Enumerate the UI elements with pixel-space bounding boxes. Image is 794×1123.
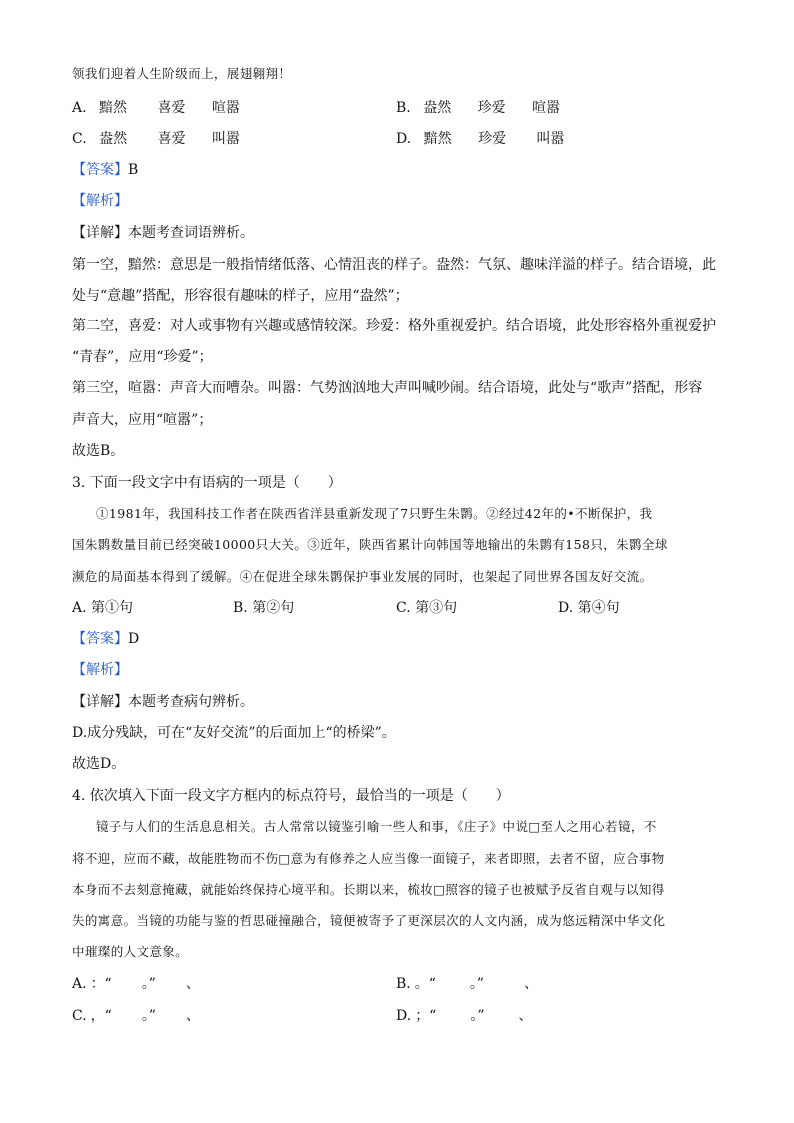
option-mark: 、	[524, 976, 539, 992]
option-a: A. 第①句	[72, 600, 134, 616]
explain-line: 第三空，喧嚣：声音大而嘈杂。叫嚣：气势汹汹地大声叫喊吵闹。结合语境，此处与“歌声”搭配，形容	[72, 380, 703, 396]
detail-tag: 【详解】	[72, 694, 128, 710]
option-letter: A.	[72, 976, 87, 992]
passage-line: 失的寓意。当镜的功能与鉴的哲思碰撞融合，镜便被寄予了更深层次的人文内涵，成为悠远精深中华文化	[72, 913, 666, 928]
option-letter: B.	[396, 100, 411, 116]
question-stem: 3. 下面一段文字中有语病的一项是（ ）	[72, 475, 342, 491]
option-letter: C.	[72, 131, 87, 147]
passage-line: 本身而不去刻意掩藏，就能始终保持心境平和。长期以来，梳妆□照容的镜子也被赋予反省自观与以知得	[72, 882, 665, 897]
passage-line: 国朱鹮数量目前已经突破10000只大关。③近年，陕西省累计向韩国等地输出的朱鹮有158只，朱鹮全球	[72, 537, 668, 552]
conclusion: 故选D。	[72, 756, 126, 772]
detail-text: 本题考查词语辨析。	[128, 225, 254, 241]
answer-value: D	[128, 631, 140, 647]
option-mark: 。”	[469, 976, 485, 992]
detail-tag: 【详解】	[72, 225, 128, 241]
option-word: 珍爱	[478, 131, 507, 147]
option-c: C. 第③句	[396, 600, 458, 616]
analysis-tag: 【解析】	[72, 662, 128, 678]
option-d	[396, 129, 565, 149]
option-a	[72, 98, 240, 118]
option-word: 喜爱	[157, 131, 186, 147]
option-d	[396, 1006, 533, 1026]
option-mark: 。“	[414, 976, 436, 992]
explain-line: 声音大，应用“喧嚣”；	[72, 412, 213, 428]
option-word: 喧嚣	[211, 100, 240, 116]
option-mark: 、	[186, 1008, 201, 1024]
analysis-tag: 【解析】	[72, 193, 128, 209]
explain-line: D.成分残缺，可在“友好交流”的后面加上“的桥梁”。	[72, 725, 396, 741]
option-letter: D.	[396, 131, 412, 147]
option-word: 叫嚣	[536, 131, 565, 147]
option-mark: 。”	[141, 976, 156, 992]
explain-line: 处与“意趣”搭配，形容很有趣味的样子，应用“盎然”；	[72, 288, 409, 304]
option-d: D. 第④句	[558, 600, 620, 616]
conclusion: 故选B。	[72, 443, 125, 459]
answer-line	[72, 629, 139, 649]
option-mark: ：“	[90, 976, 112, 992]
passage-line: 镜子与人们的生活息息相关。古人常常以镜鉴引喻一些人和事，《庄子》中说□至人之用心若镜，不	[96, 819, 657, 834]
answer-tag: 【答案】	[72, 631, 128, 647]
passage-line: 将不迎，应而不藏，故能胜物而不伤□意为有修养之人应当像一面镜子，来者即照，去者不留，应合事物	[72, 851, 665, 866]
option-word: 喜爱	[157, 100, 186, 116]
option-mark: 。”	[141, 1008, 157, 1024]
explain-line: 第二空，喜爱：对人或事物有兴趣或感情较深。珍爱：格外重视爱护。结合语境，此处形容格外重视爱护	[72, 318, 716, 334]
explain-line: “青春”，应用“珍爱”；	[72, 349, 213, 365]
option-a	[72, 974, 200, 994]
option-letter: D.	[396, 1008, 412, 1024]
detail-line	[72, 223, 254, 243]
option-b	[396, 98, 560, 118]
option-mark: ；“	[415, 1008, 437, 1024]
option-mark: ，“	[90, 1008, 112, 1024]
detail-text: 本题考查病句辨析。	[128, 694, 254, 710]
option-word: 珍爱	[477, 100, 506, 116]
option-letter: B.	[396, 976, 411, 992]
answer-value: B	[128, 162, 139, 178]
option-c	[72, 129, 240, 149]
answer-line	[72, 160, 138, 180]
option-word: 盎然	[99, 131, 128, 147]
option-word: 叫嚣	[212, 131, 241, 147]
option-mark: 、	[185, 976, 200, 992]
option-letter: A.	[72, 100, 87, 116]
option-word: 黯然	[99, 100, 128, 116]
option-b	[396, 974, 538, 994]
option-c	[72, 1006, 200, 1026]
answer-tag: 【答案】	[72, 162, 128, 178]
explain-line: 第一空，黯然：意思是一般指情绪低落、心情沮丧的样子。盎然：气氛、趣味洋溢的样子。结合语境，此	[72, 257, 716, 273]
option-b: B. 第②句	[233, 600, 295, 616]
question-stem: 4. 依次填入下面一段文字方框内的标点符号，最恰当的一项是（ ）	[72, 788, 510, 804]
option-mark: 。”	[470, 1008, 485, 1024]
option-word: 盎然	[423, 100, 452, 116]
option-mark: 、	[518, 1008, 533, 1024]
passage-line: 濒危的局面基本得到了缓解。④在促进全球朱鹮保护事业发展的同时，也架起了同世界各国友好交流。	[72, 569, 653, 584]
option-word: 黯然	[423, 131, 452, 147]
option-letter: C.	[72, 1008, 87, 1024]
passage-tail: 领我们迎着人生阶级而上，展翅翱翔！	[72, 66, 292, 81]
detail-line	[72, 692, 254, 712]
option-word: 喧嚣	[532, 100, 561, 116]
passage-line: 中璀璨的人文意象。	[72, 944, 189, 959]
passage-line: ①1981年，我国科技工作者在陕西省洋县重新发现了7只野生朱鹮。②经过42年的•不断保护，我	[96, 506, 653, 521]
